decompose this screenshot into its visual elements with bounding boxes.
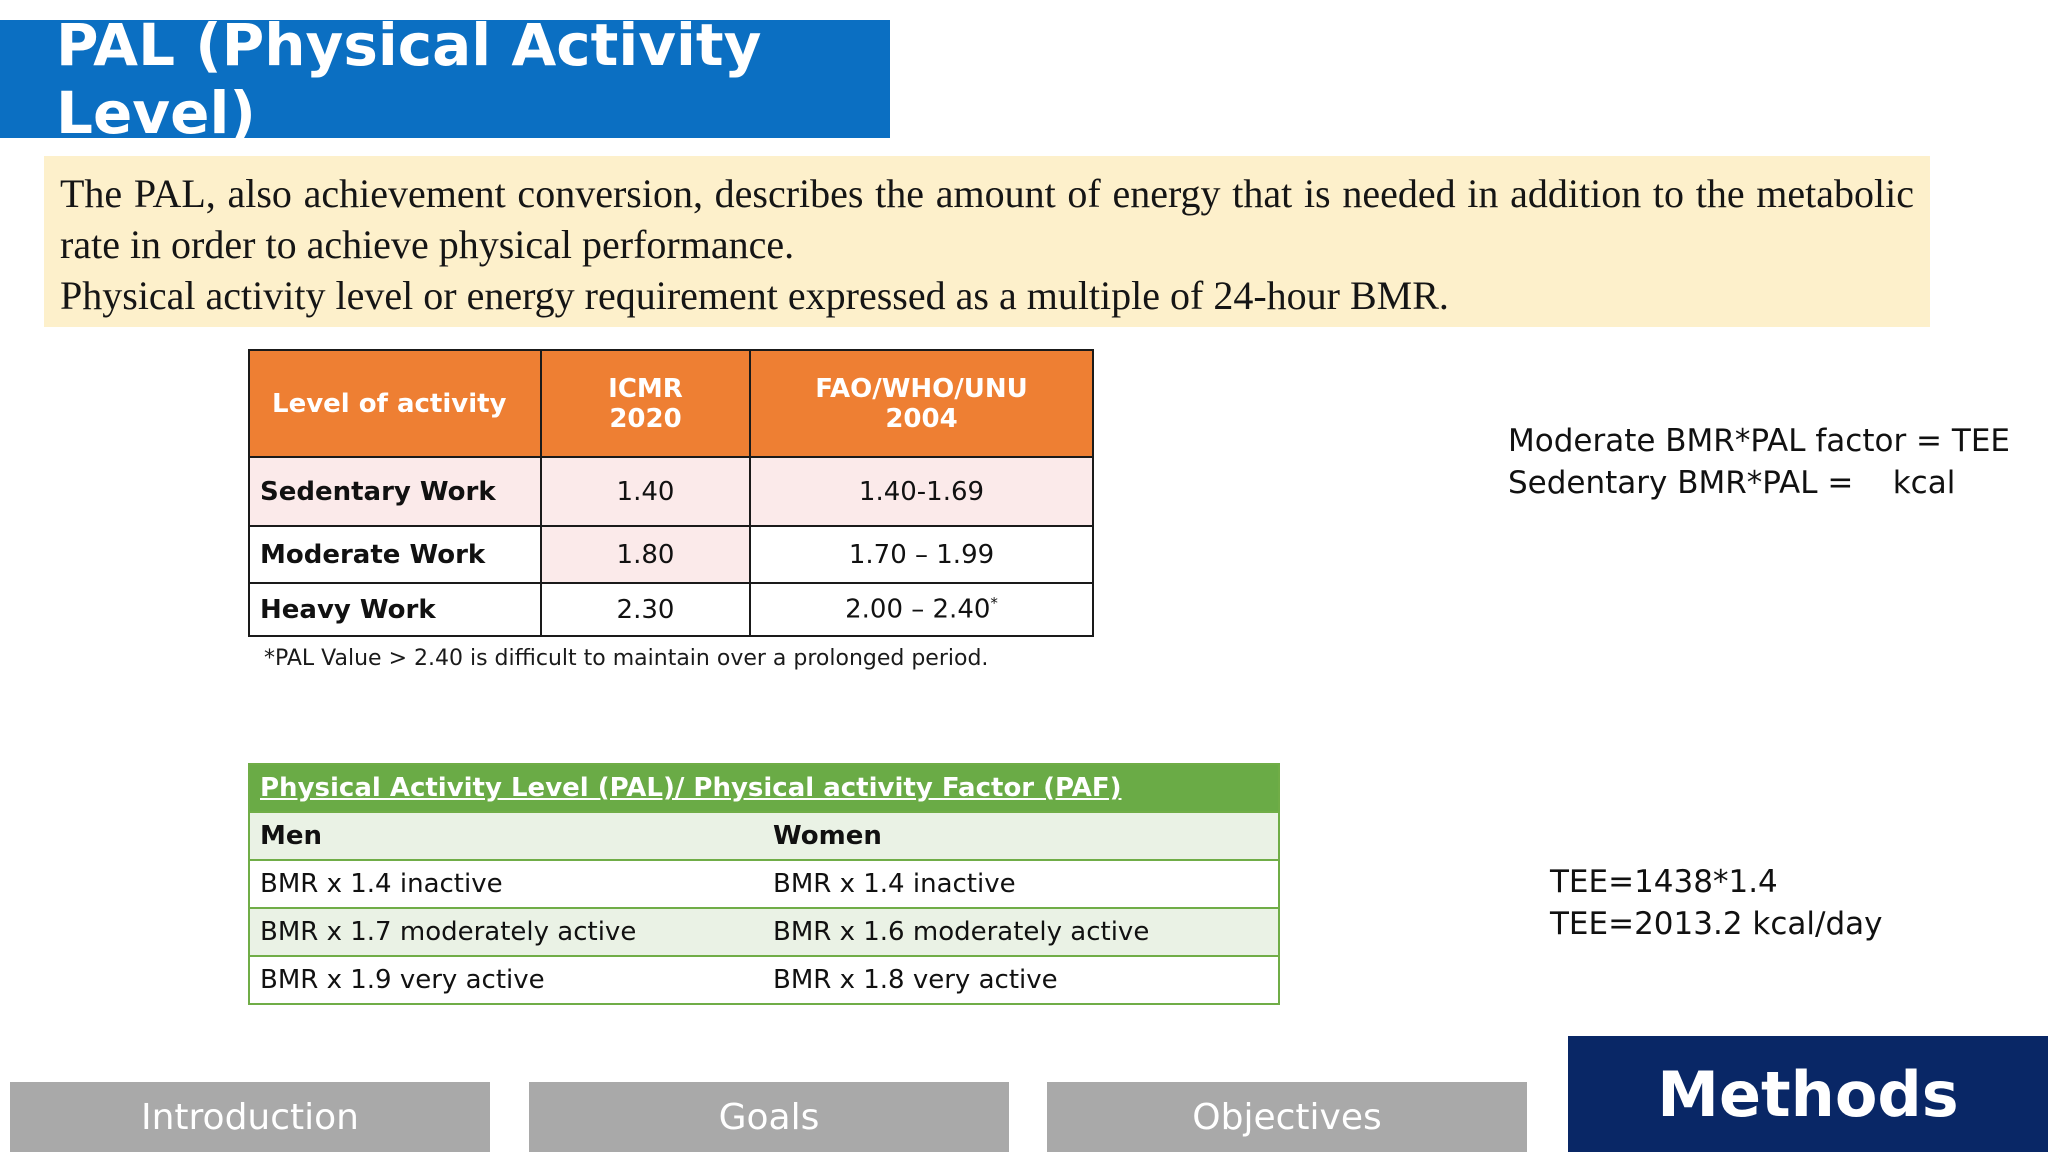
activity-cell: Sedentary Work	[249, 457, 541, 526]
fao-cell	[750, 583, 1093, 636]
women-cell: BMR x 1.4 inactive	[763, 860, 1279, 908]
intro-box	[44, 156, 1930, 327]
header-fao-year: 2004	[885, 403, 958, 434]
header-level-of-activity: Level of activity	[249, 350, 541, 457]
icmr-cell: 2.30	[541, 583, 750, 636]
intro-line-2: Physical activity level or energy requirement expressed as a multiple of 24-hour BMR.	[60, 273, 1449, 318]
header-icmr-year: 2020	[609, 403, 682, 434]
header-icmr	[541, 350, 750, 457]
women-cell: BMR x 1.8 very active	[763, 956, 1279, 1004]
men-cell: BMR x 1.7 moderately active	[249, 908, 763, 956]
activity-cell: Moderate Work	[249, 526, 541, 583]
tee-calculation-note	[1550, 861, 1882, 945]
men-cell: BMR x 1.4 inactive	[249, 860, 763, 908]
formula-line-2: Sedentary BMR*PAL = kcal	[1508, 465, 1956, 501]
table-row	[249, 583, 1093, 636]
table-row	[249, 457, 1093, 526]
header-icmr-name: ICMR	[608, 373, 683, 404]
men-cell: BMR x 1.9 very active	[249, 956, 763, 1004]
header-fao	[750, 350, 1093, 457]
nav-tab-methods[interactable]: Methods	[1568, 1036, 2048, 1152]
header-fao-name: FAO/WHO/UNU	[815, 373, 1028, 404]
formula-line-1: Moderate BMR*PAL factor = TEE	[1508, 423, 2010, 459]
column-women: Women	[763, 812, 1279, 860]
nav-tab-introduction[interactable]: Introduction	[10, 1082, 490, 1152]
women-cell: BMR x 1.6 moderately active	[763, 908, 1279, 956]
table-row	[249, 860, 1279, 908]
footnote-mark: *	[990, 594, 998, 613]
activity-level-table	[248, 349, 1094, 637]
fao-cell: 1.40-1.69	[750, 457, 1093, 526]
calc-line-2: TEE=2013.2 kcal/day	[1550, 906, 1883, 942]
pal-factor-table	[248, 763, 1280, 1005]
table-footnote: *PAL Value > 2.40 is difficult to maintain over a prolonged period.	[264, 646, 989, 671]
pal-table-title: Physical Activity Level (PAL)/ Physical activity Factor (PAF)	[249, 764, 1279, 812]
intro-line-1: The PAL, also achievement conversion, describes the amount of energy that is needed in addition to the metabolic rate in order to achieve physical performance.	[60, 171, 1914, 267]
nav-tab-objectives[interactable]: Objectives	[1047, 1082, 1527, 1152]
nav-tab-goals[interactable]: Goals	[529, 1082, 1009, 1152]
table-row	[249, 908, 1279, 956]
icmr-cell: 1.80	[541, 526, 750, 583]
table-row	[249, 956, 1279, 1004]
icmr-cell: 1.40	[541, 457, 750, 526]
table-row	[249, 526, 1093, 583]
calc-line-1: TEE=1438*1.4	[1550, 864, 1778, 900]
slide-title: PAL (Physical Activity Level)	[0, 20, 890, 138]
activity-cell: Heavy Work	[249, 583, 541, 636]
fao-cell: 1.70 – 1.99	[750, 526, 1093, 583]
fao-value: 2.00 – 2.40	[845, 594, 991, 625]
column-men: Men	[249, 812, 763, 860]
tee-formula-note	[1508, 420, 2010, 504]
